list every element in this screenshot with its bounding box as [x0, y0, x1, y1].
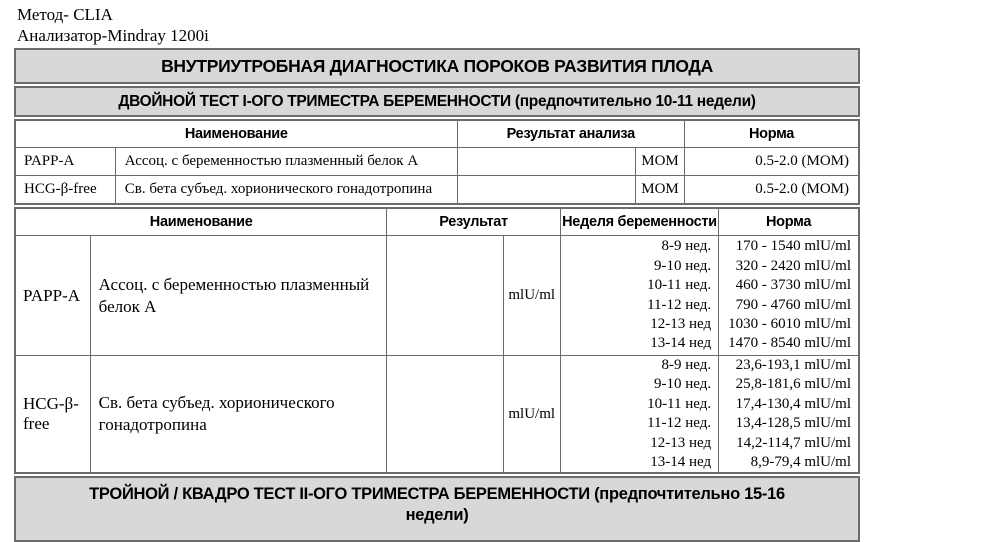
- week-list: [560, 236, 718, 356]
- document-meta: [17, 4, 1000, 46]
- result-unit: МОМ: [635, 176, 684, 205]
- section2-title: ТРОЙНОЙ / КВАДРО ТЕСТ II-ОГО ТРИМЕСТРА БЕРЕМЕННОСТИ (предпочтительно 15-16 недели): [14, 476, 860, 542]
- analyte-code: HCG-β-free: [15, 356, 90, 474]
- week-label: 11-12 нед.: [647, 415, 712, 432]
- method-line: Метод- CLIA: [17, 5, 113, 24]
- col-header-norm: Норма: [685, 120, 859, 148]
- result-value-field: [387, 356, 503, 474]
- norm-value: 1030 - 6010 mlU/ml: [728, 315, 851, 332]
- week-label: 9-10 нед.: [654, 376, 712, 393]
- table-header-row: [15, 208, 859, 236]
- week-label: 13-14 нед: [650, 335, 712, 352]
- analyte-description: Ассоц. с беременностью плазменный белок А: [90, 236, 387, 356]
- norm-value: 0.5-2.0 (МОМ): [685, 176, 859, 205]
- week-label: 10-11 нед.: [647, 395, 712, 412]
- norm-value: 320 - 2420 mlU/ml: [735, 257, 851, 274]
- result-value-field: [457, 176, 635, 205]
- norm-value: 13,4-128,5 mlU/ml: [735, 415, 851, 432]
- table-row: [15, 236, 859, 356]
- col-header-result: Результат анализа: [457, 120, 685, 148]
- analyte-description: Св. бета субъед. хорионического гонадотропина: [90, 356, 387, 474]
- norm-value: 790 - 4760 mlU/ml: [735, 296, 851, 313]
- table-row: [15, 356, 859, 474]
- analyte-description: Св. бета субъед. хорионического гонадотропина: [115, 176, 457, 205]
- analyte-description: Ассоц. с беременностью плазменный белок А: [115, 148, 457, 176]
- norm-value: 23,6-193,1 mlU/ml: [735, 357, 851, 373]
- double-test-table: [14, 119, 860, 205]
- col-header-result: Результат: [387, 208, 560, 236]
- norm-value: 460 - 3730 mlU/ml: [735, 277, 851, 294]
- week-list: [560, 356, 718, 474]
- week-label: 11-12 нед.: [647, 296, 712, 313]
- col-header-norm: Норма: [719, 208, 859, 236]
- analyte-code: HCG-β-free: [15, 176, 115, 205]
- week-label: 13-14 нед: [650, 454, 712, 471]
- result-unit: mlU/ml: [503, 236, 560, 356]
- report-document: [14, 48, 860, 542]
- norm-list: [719, 356, 859, 474]
- week-label: 9-10 нед.: [654, 257, 712, 274]
- norm-value: 14,2-114,7 mlU/ml: [736, 434, 851, 451]
- col-header-name: Наименование: [15, 120, 457, 148]
- table-row: [15, 148, 859, 176]
- table-header-row: [15, 120, 859, 148]
- result-value-field: [457, 148, 635, 176]
- table-row: [15, 176, 859, 205]
- norm-value: 1470 - 8540 mlU/ml: [728, 335, 851, 352]
- norm-list: [719, 236, 859, 356]
- norm-value: 0.5-2.0 (МОМ): [685, 148, 859, 176]
- analyte-code: PAPP-A: [15, 148, 115, 176]
- result-value-field: [387, 236, 503, 356]
- week-label: 10-11 нед.: [647, 277, 712, 294]
- section1-title: ДВОЙНОЙ ТЕСТ I-ОГО ТРИМЕСТРА БЕРЕМЕННОСТИ (предпочтительно 10-11 недели): [14, 86, 860, 117]
- weekly-norms-table: [14, 207, 860, 474]
- norm-value: 17,4-130,4 mlU/ml: [735, 395, 851, 412]
- week-label: 8-9 нед.: [661, 357, 712, 373]
- week-label: 8-9 нед.: [661, 238, 712, 255]
- result-unit: mlU/ml: [503, 356, 560, 474]
- analyte-code: PAPP-A: [15, 236, 90, 356]
- col-header-week: Неделя беременности: [560, 208, 718, 236]
- banner-title: ВНУТРИУТРОБНАЯ ДИАГНОСТИКА ПОРОКОВ РАЗВИТИЯ ПЛОДА: [14, 48, 860, 84]
- norm-value: 8,9-79,4 mlU/ml: [750, 454, 851, 471]
- result-unit: МОМ: [635, 148, 684, 176]
- norm-value: 25,8-181,6 mlU/ml: [735, 376, 851, 393]
- week-label: 12-13 нед: [650, 315, 712, 332]
- col-header-name: Наименование: [15, 208, 387, 236]
- analyzer-line: Анализатор-Mindray 1200i: [17, 26, 209, 45]
- week-label: 12-13 нед: [650, 434, 712, 451]
- norm-value: 170 - 1540 mlU/ml: [735, 238, 851, 255]
